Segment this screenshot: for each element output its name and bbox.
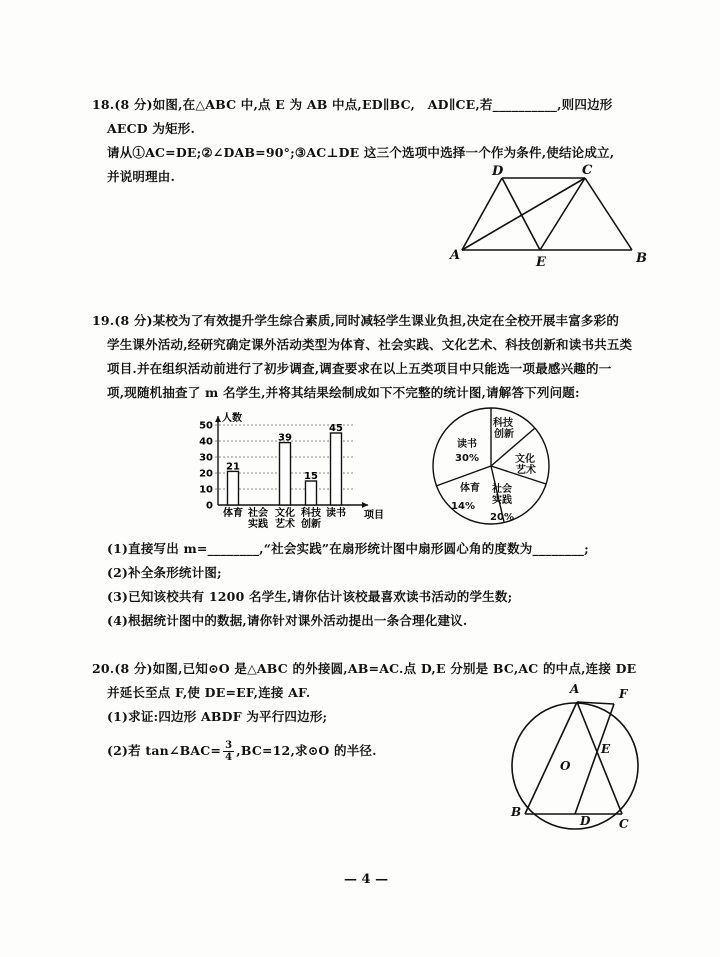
q20-fraction [223,740,234,763]
q18-line2: AECD 为矩形. [107,121,196,136]
y-tick-label: 50 [199,420,213,432]
pie-label-art-1: 文化 [515,454,535,465]
pie-label-social-2: 实践 [492,495,512,506]
q19-sub1: (1)直接写出 m=________,“社会实践”在扇形统计图中扇形圆心角的度数为________; [107,541,589,556]
q20-fraction-denominator: 4 [225,752,233,763]
q18-label-a: A [450,248,461,263]
bar-chart [190,412,390,537]
q20-label-f: F [619,687,628,701]
q18-line1: 18.(8 分)如图,在△ABC 中,点 E 为 AB 中点,ED∥BC, AD∥CE,若__________,则四边形 [92,97,613,112]
q19-sub4: (4)根据统计图中的数据,请你针对课外活动提出一条合理化建议. [107,613,468,628]
y-tick-label: 0 [206,500,213,512]
pie-label-social-1: 社会 [492,484,512,495]
q20-sub1: (1)求证:四边形 ABDF 为平行四边形; [107,709,328,724]
x-axis-arrow [362,502,368,508]
q20-line2: 并延长至点 F,使 DE=EF,连接 AF. [107,685,311,700]
pie-label-reading-pct: 30% [455,453,479,464]
q18-label-e: E [536,255,546,270]
pie-label-art-2: 艺术 [516,465,536,476]
q18-label-d: D [492,164,504,179]
q20-label-e: E [601,742,611,756]
category-label: 社会 [248,508,268,519]
q20-label-b: B [511,805,522,819]
q20-sub2-end: ,BC=12,求⊙O 的半径. [236,743,377,758]
q20-label-d: D [580,814,591,828]
q20-sub2-start: (2)若 tan∠BAC= [107,743,222,758]
q20-line1: 20.(8 分)如图,已知⊙O 是△ABC 的外接圆,AB=AC.点 D,E 分别是 BC,AC 的中点,连接 DE [92,661,637,676]
pie-label-sport: 体育 [460,483,480,494]
bar [280,443,291,505]
pie-label-sport-pct: 14% [451,501,475,512]
bar-value-label: 21 [226,461,240,473]
pie-chart [425,402,555,532]
q19-line1: 19.(8 分)某校为了有效提升学生综合素质,同时减轻学生课业负担,决定在全校开展丰富多彩的 [92,313,620,328]
y-tick-label: 30 [199,452,213,464]
q20-sub2 [107,740,377,763]
q20-label-c: C [619,817,629,831]
y-tick-label: 40 [199,436,213,448]
bar-value-label: 39 [278,432,292,444]
bar [331,433,342,505]
q19-sub2: (2)补全条形统计图; [107,565,222,580]
q20-label-a: A [570,682,580,696]
category-label: 读书 [326,508,346,519]
x-axis-label: 项目 [364,510,384,521]
q20-label-o: O [560,759,571,773]
page-number: — 4 — [344,872,389,887]
bar [306,481,317,505]
bar-value-label: 45 [329,423,343,434]
category-label: 体育 [223,508,243,519]
q18-label-c: C [582,163,593,178]
q18-line4: 并说明理由. [107,169,176,184]
category-label: 文化 [275,508,295,519]
pie-label-tech-2: 创新 [494,429,514,440]
y-axis-arrow [215,416,221,422]
bar [228,471,239,505]
pie-label-tech-1: 科技 [493,418,513,429]
y-tick-label: 20 [199,468,213,480]
pie-label-social-pct: 20% [490,512,514,523]
q18-label-b: B [636,251,647,266]
bar-value-label: 15 [304,471,318,482]
category-label: 实践 [248,519,268,530]
category-label: 艺术 [275,519,295,530]
q19-line4: 项,现随机抽查了 m 名学生,并将其结果绘制成如下不完整的统计图,请解答下列问题: [107,385,580,400]
q20-fraction-numerator: 3 [225,740,233,751]
q18-figure [440,162,650,272]
q19-line3: 项目.并在组织活动前进行了初步调查,调查要求在以上五类项目中只能选一项最感兴趣的一 [107,361,612,376]
category-label: 创新 [301,519,321,530]
q19-line2: 学生课外活动,经研究确定课外活动类型为体育、社会实践、文化艺术、科技创新和读书共五类 [107,337,633,352]
q18-line3: 请从①AC=DE;②∠DAB=90°;③AC⊥DE 这三个选项中选择一个作为条件,使结论成立, [107,145,615,160]
pie-label-reading: 读书 [457,439,477,450]
category-label: 科技 [301,508,321,519]
y-tick-label: 10 [199,484,213,496]
y-axis-label: 人数 [222,413,242,424]
q19-sub3: (3)已知该校共有 1200 名学生,请你估计该校最喜欢读书活动的学生数; [107,589,513,604]
q20-figure [500,678,650,838]
